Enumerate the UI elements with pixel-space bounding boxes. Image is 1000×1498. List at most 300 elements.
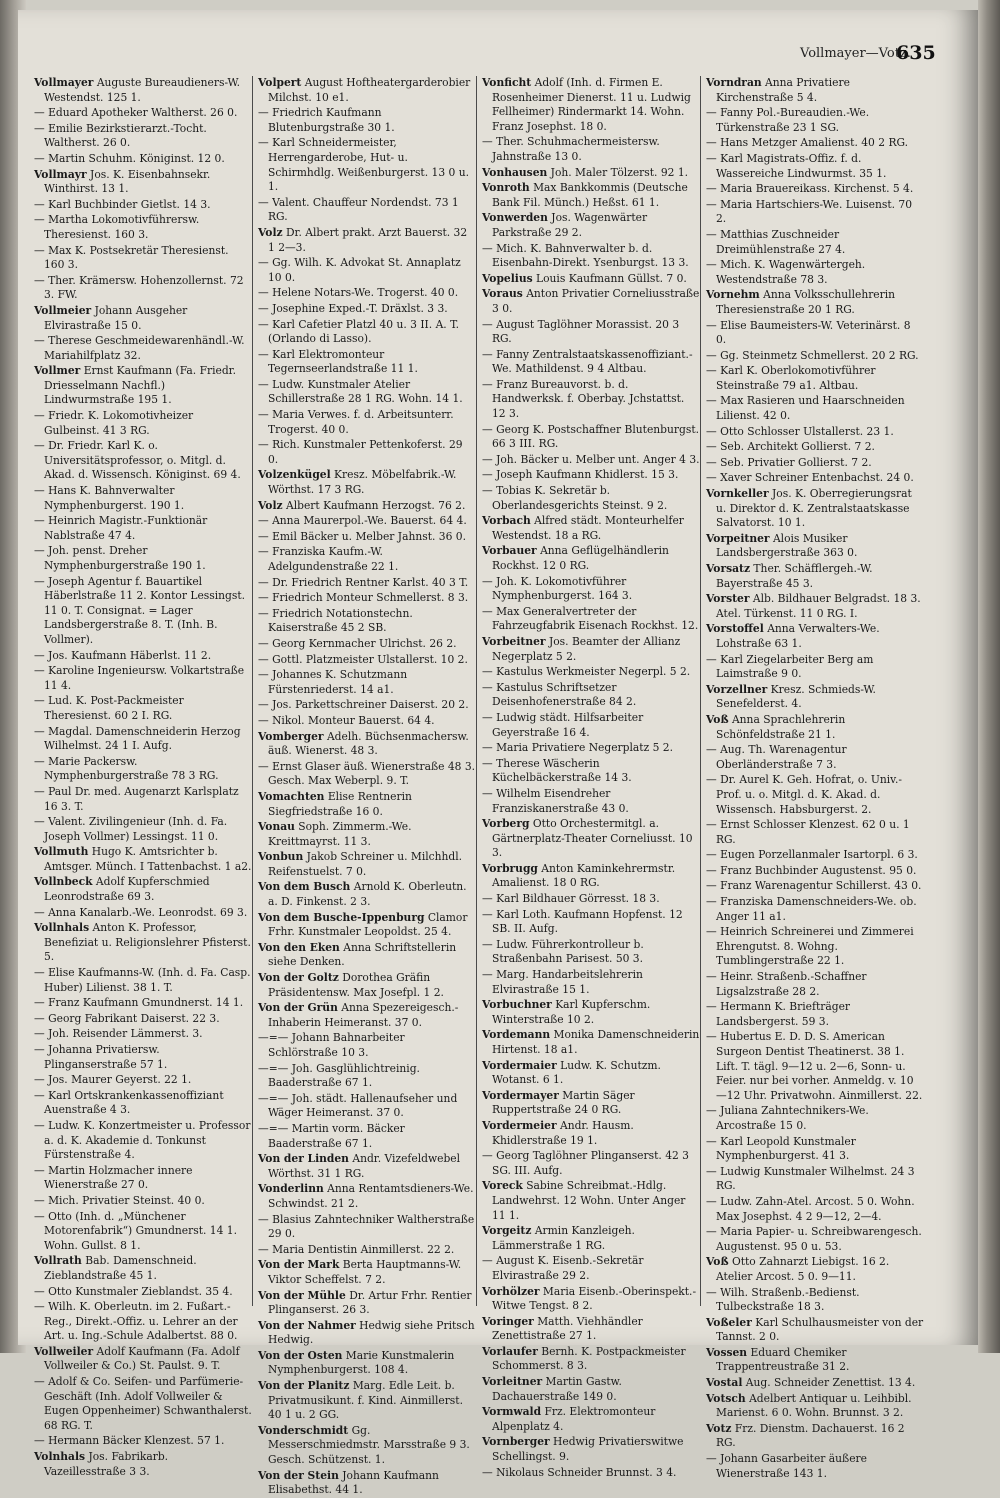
entry-surname: Vorberg [482, 817, 530, 831]
entry-text: Anton K. Professor, Benefiziat u. Religionslehrer Pfisterst. 5. [44, 921, 251, 964]
entry-surname: Vorbauer [482, 544, 537, 558]
entry-surname: Von der Mühle [258, 1288, 346, 1302]
directory-entry [706, 1195, 924, 1224]
entry-text: Anna Sprachlehrerin Schönfeldstraße 21 1. [716, 712, 846, 741]
entry-text: Frz. Dienstm. Dachauerst. 16 2 RG. [716, 1421, 905, 1450]
entry-text: Alb. Bildhauer Belgradst. 18 3. Atel. Türkenst. 11 0 RG. I. [716, 592, 921, 620]
entry-text: Adelh. Büchsenmachersw. äuß. Wienerst. 48 3. [268, 729, 469, 758]
entry-text: — Hermann Bäcker Klenzest. 57 1. [34, 1434, 225, 1448]
directory-entry [482, 998, 700, 1027]
directory-entry [706, 364, 924, 393]
directory-entry [258, 698, 476, 713]
column-1 [34, 76, 252, 1478]
directory-entry [706, 895, 924, 924]
entry-surname: Vorbrugg [482, 861, 538, 875]
directory-entry [482, 681, 700, 710]
entry-text: — Karoline Ingenieursw. Volkartstraße 11 4. [34, 664, 245, 692]
directory-entry [482, 544, 700, 573]
entry-text: — Seb. Privatier Gollierst. 7 2. [706, 455, 872, 469]
entry-text: Anna Geflügelhändlerin Rockhst. 12 0 RG. [492, 544, 669, 572]
entry-text: — Aug. Th. Warenagentur Oberländerstraße 7 3. [706, 743, 847, 771]
directory-entry [482, 318, 700, 347]
entry-text: — Maria Papier- u. Schreibwarengesch. Augustenst. 95 0 u. 53. [706, 1225, 922, 1253]
entry-text: — Dr. Friedrich Rentner Karlst. 40 3 T. [258, 575, 469, 589]
directory-entry [34, 906, 252, 921]
running-head: Vollmayer—Votz. [800, 46, 911, 61]
entry-text: — Hans K. Bahnverwalter Nymphenburgerst. 190 1. [34, 484, 185, 512]
directory-entry [258, 499, 476, 514]
directory-entry [34, 996, 252, 1011]
entry-surname: Vonbun [258, 850, 304, 864]
directory-entry [258, 880, 476, 909]
directory-entry [258, 1122, 476, 1151]
entry-text: — Maria Dentistin Ainmillerst. 22 2. [258, 1242, 455, 1256]
entry-text: — Franz Kaufmann Gmundnerst. 14 1. [34, 996, 244, 1010]
entry-text: Otto Zahnarzt Liebigst. 16 2. Atelier Arcost. 5 0. 9—11. [716, 1255, 890, 1283]
entry-text: — Mich. K. Bahnverwalter b. d. Eisenbahn-Direkt. Ysenburgst. 13 3. [482, 241, 689, 270]
entry-text: Berta Hauptmanns-W. Viktor Scheffelst. 7 2. [268, 1258, 462, 1286]
entry-text: — Elise Kaufmanns-W. (Inh. d. Fa. Casp. Huber) Lilienst. 38 1. T. [34, 966, 251, 994]
directory-entry [482, 1375, 700, 1404]
entry-text: — Marie Packersw. Nymphenburgerstraße 78 3 RG. [34, 754, 219, 783]
directory-entry [706, 713, 924, 742]
directory-entry [706, 228, 924, 257]
directory-entry [706, 532, 924, 561]
entry-text: Monika Damenschneiderin Hirtenst. 18 a1. [492, 1028, 700, 1056]
entry-text: — Ludw. Führerkontrolleur b. Straßenbahn Parisest. 50 3. [482, 937, 644, 966]
directory-entry [258, 106, 476, 135]
entry-text: Martin Säger Ruppertstraße 24 0 RG. [492, 1088, 635, 1117]
directory-entry [482, 135, 700, 164]
entry-text: — Emilie Bezirkstierarzt.-Tocht. Waltherst. 26 0. [34, 121, 207, 150]
entry-surname: Vorpeitner [706, 531, 770, 545]
entry-text: — Fanny Pol.-Bureaudien.-We. Türkenstraße 23 1 SG. [706, 106, 870, 134]
directory-entry [706, 198, 924, 227]
entry-text: — Valent. Zivilingenieur (Inh. d. Fa. Joseph Vollmer) Lessingst. 11 0. [34, 815, 228, 843]
entry-text: — Ernst Schlosser Klenzest. 62 0 u. 1 RG. [706, 818, 910, 846]
directory-entry [706, 288, 924, 317]
directory-entry [258, 136, 476, 194]
entry-text: — Magdal. Damenschneiderin Herzog Wilhelmst. 24 1 I. Aufg. [34, 724, 241, 753]
directory-entry [706, 1422, 924, 1451]
entry-text: — Heinrich Magistr.-Funktionär Nablstraße 47 4. [34, 514, 208, 542]
directory-entry [258, 714, 476, 729]
directory-entry [34, 1119, 252, 1163]
directory-entry [706, 864, 924, 879]
directory-entry [706, 879, 924, 894]
directory-entry [258, 302, 476, 317]
entry-surname: Vonhausen [482, 165, 548, 179]
entry-surname: Vollnhals [34, 921, 90, 935]
directory-entry [34, 122, 252, 151]
directory-entry [34, 1450, 252, 1479]
entry-text: — Johannes K. Schutzmann Fürstenriederst. 14 a1. [258, 668, 408, 696]
entry-text: — Ludwig städt. Hilfsarbeiter Geyerstraße 16 4. [482, 710, 644, 739]
page-edge [978, 0, 1000, 1353]
directory-entry [482, 287, 700, 316]
directory-entry [258, 318, 476, 347]
entry-surname: Vordermeier [482, 1118, 557, 1132]
entry-text: — Joseph Kaufmann Khidlerst. 15 3. [482, 468, 679, 482]
entry-text: Dr. Artur Frhr. Rentier Plinganserst. 26 3. [268, 1288, 472, 1317]
directory-entry [706, 1452, 924, 1481]
entry-surname: Vopelius [482, 271, 533, 285]
directory-entry [34, 815, 252, 844]
entry-text: Adolf (Inh. d. Firmen E. Rosenheimer Dienerst. 11 u. Ludwig Fellheimer) Rindermarkt 14. Wohn. Franz Josephst. 18 0. [492, 76, 691, 133]
entry-surname: Von dem Busche-Ippenburg [258, 910, 425, 924]
entry-text: Aug. Schneider Zenettist. 13 4. [742, 1376, 916, 1390]
entry-surname: Von der Goltz [258, 971, 339, 985]
directory-entry [482, 1405, 700, 1434]
entry-surname: Vollmayr [34, 167, 87, 181]
entry-text: — Ludwig Kunstmaler Wilhelmst. 24 3 RG. [706, 1164, 915, 1193]
directory-entry [706, 76, 924, 105]
entry-text: Alfred städt. Monteurhelfer Westendst. 18 a RG. [492, 514, 684, 542]
entry-surname: Volzenkügel [258, 468, 331, 482]
entry-text: — Gottl. Platzmeister Ulstallerst. 10 2. [258, 652, 468, 666]
directory-entry [258, 576, 476, 591]
directory-entry [258, 408, 476, 437]
directory-entry [258, 378, 476, 407]
entry-text: — Johanna Privatiersw. Plinganserstraße 57 1. [34, 1043, 168, 1071]
entry-text: Martin Gastw. Dachauerstraße 149 0. [492, 1375, 622, 1403]
entry-text: Ther. Schäfflergeh.-W. Bayerstraße 45 3. [716, 562, 873, 590]
directory-entry [258, 760, 476, 789]
directory-entry [482, 1285, 700, 1314]
directory-entry [482, 514, 700, 543]
entry-text: Max Bankkommis (Deutsche Bank Fil. Münch.) Heßst. 61 1. [492, 181, 688, 209]
entry-text: Anton Kaminkehrermstr. Amalienst. 18 0 RG. [492, 861, 676, 890]
entry-text: — Karl Cafetier Platzl 40 u. 3 II. A. T. (Orlando di Lasso). [258, 317, 460, 346]
directory-entry [706, 440, 924, 455]
entry-text: — Georg Kernmacher Ulrichst. 26 2. [258, 636, 457, 650]
directory-entry [482, 711, 700, 740]
entry-text: — Jos. Kaufmann Häberlst. 11 2. [34, 648, 212, 662]
directory-entry [706, 258, 924, 287]
directory-entry [706, 319, 924, 348]
entry-surname: Vollweiler [34, 1344, 94, 1358]
entry-text: — Franziska Kaufm.-W. Adelgundenstraße 22 1. [258, 545, 399, 573]
entry-text: — Xaver Schreiner Entenbachst. 24 0. [706, 471, 914, 485]
entry-text: — Fanny Zentralstaatskassenoffiziant.-We. Mathildenst. 9 4 Altbau. [482, 347, 693, 376]
directory-entry [482, 181, 700, 210]
directory-entry [34, 1345, 252, 1374]
directory-entry [482, 862, 700, 891]
entry-text: — Friedrich Notationstechn. Kaiserstraße 45 2 SB. [258, 606, 413, 635]
column-rule [476, 76, 477, 1306]
entry-text: — Karl Bildhauer Görresst. 18 3. [482, 892, 660, 906]
entry-text: — Anna Kanalarb.-We. Leonrodst. 69 3. [34, 905, 248, 919]
entry-text: — Gg. Steinmetz Schmellerst. 20 2 RG. [706, 348, 919, 362]
directory-entry [34, 785, 252, 814]
entry-text: — Franziska Damenschneiders-We. ob. Anger 11 a1. [706, 895, 917, 923]
directory-entry [482, 272, 700, 287]
entry-text: — Wilhelm Eisendreher Franziskanerstraße 43 0. [482, 786, 629, 815]
entry-surname: Vordermayer [482, 1088, 559, 1102]
directory-entry [482, 1089, 700, 1118]
directory-entry [258, 1182, 476, 1211]
entry-text: — Josephine Exped.-T. Dräxlst. 3 3. [258, 301, 448, 315]
directory-entry [482, 741, 700, 756]
entry-text: — Kastulus Werkmeister Negerpl. 5 2. [482, 665, 691, 679]
directory-entry [482, 1224, 700, 1253]
directory-entry [34, 274, 252, 303]
entry-surname: Vorbach [482, 514, 531, 528]
entry-text: Sabine Schreibmat.-Hdlg. Landwehrst. 12 Wohn. Unter Anger 11 1. [492, 1179, 686, 1222]
directory-entry [34, 1285, 252, 1300]
entry-surname: Vorbeitner [482, 634, 546, 648]
directory-entry [34, 1027, 252, 1042]
entry-text: Maria Eisenb.-Oberinspekt.-Witwe Tengst. 8 2. [492, 1284, 697, 1313]
directory-entry [258, 1319, 476, 1348]
entry-surname: Vorndran [706, 76, 762, 89]
entry-surname: Vonderschmidt [258, 1423, 349, 1437]
entry-text: — Maria Privatiere Negerplatz 5 2. [482, 741, 673, 755]
entry-surname: Volpert [258, 76, 302, 89]
directory-entry [482, 892, 700, 907]
entry-surname: Volz [258, 498, 283, 512]
entry-text: — Mich. K. Wagenwärtergeh. Westendstraße 78 3. [706, 258, 866, 286]
directory-entry [34, 106, 252, 121]
directory-entry [706, 394, 924, 423]
entry-text: — Adolf & Co. Seifen- und Parfümerie-Geschäft (Inh. Adolf Vollweiler & Eugen Oppenheimer) Schwanthalerst. 68 RG. T. [34, 1375, 252, 1432]
entry-text: — Eugen Porzellanmaler Isartorpl. 6 3. [706, 848, 918, 862]
directory-entry [258, 1379, 476, 1423]
entry-text: — Ludw. Kunstmaler Atelier Schillerstraße 28 1 RG. Wohn. 14 1. [258, 377, 463, 406]
directory-entry [706, 1316, 924, 1345]
entry-text: Johann Kaufmann Elisabethst. 44 1. [268, 1468, 439, 1497]
entry-text: Ernst Kaufmann (Fa. Friedr. Driesselmann Nachfl.) Lindwurmstraße 195 1. [44, 364, 237, 407]
directory-entry [258, 76, 476, 105]
entry-text: — Karl K. Oberlokomotivführer Steinstraße 79 a1. Altbau. [706, 364, 876, 392]
directory-entry [258, 286, 476, 301]
directory-entry [34, 694, 252, 723]
column-rule [252, 76, 253, 1306]
directory-entry [482, 242, 700, 271]
entry-text: — Franz Buchbinder Augustenst. 95 0. [706, 863, 917, 877]
directory-entry [258, 1424, 476, 1468]
entry-text: — Elise Baumeisters-W. Veterinärst. 8 0. [706, 318, 911, 347]
entry-surname: Votz [706, 1421, 732, 1435]
entry-text: — Joh. K. Lokomotivführer Nymphenburgerst. 164 3. [482, 574, 633, 603]
entry-surname: Vomberger [258, 729, 324, 743]
entry-text: — Karl Schneidermeister, Herrengarderobe, Hut- u. Schirmhdlg. Weißenburgerst. 13 0 u. 1. [258, 136, 469, 194]
entry-text: Andr. Vizefeldwebel Wörthst. 31 1 RG. [268, 1152, 461, 1180]
entry-text: — Johann Gasarbeiter äußere Wienerstraße 143 1. [706, 1452, 867, 1480]
entry-text: — Maria Hartschiers-We. Luisenst. 70 2. [706, 197, 913, 226]
directory-entry [34, 1194, 252, 1209]
entry-surname: Vordermaier [482, 1058, 557, 1072]
entry-text: — Martin Schuhm. Königinst. 12 0. [34, 151, 225, 165]
directory-entry [34, 364, 252, 408]
directory-entry [706, 1225, 924, 1254]
directory-entry [706, 970, 924, 999]
directory-entry [258, 653, 476, 668]
entry-surname: Vorlaufer [482, 1344, 538, 1358]
entry-text: Marg. Edle Leit. b. Privatmusikunt. f. Kind. Ainmillerst. 40 1 u. 2 GG. [268, 1379, 463, 1422]
directory-entry [258, 607, 476, 636]
directory-entry [34, 152, 252, 167]
entry-surname: Voß [706, 1255, 729, 1269]
entry-text: — Georg K. Postschaffner Blutenburgst. 66 3 III. RG. [482, 422, 700, 451]
entry-surname: Vollmer [34, 364, 81, 378]
entry-text: Adolf Kupferschmied Leonrodstraße 69 3. [44, 875, 210, 904]
entry-surname: Vornberger [482, 1435, 550, 1449]
directory-entry [482, 1149, 700, 1178]
entry-surname: Votsch [706, 1391, 746, 1405]
entry-text: Anton Privatier Corneliusstraße 3 0. [492, 287, 700, 315]
directory-entry [34, 334, 252, 363]
entry-surname: Vomachten [258, 789, 325, 803]
entry-text: — Max Rasieren und Haarschneiden Lilienst. 42 0. [706, 394, 905, 423]
directory-entry [258, 790, 476, 819]
entry-text: Anna Privatiere Kirchenstraße 5 4. [716, 76, 850, 104]
entry-surname: Vornehm [706, 288, 760, 302]
directory-entry [34, 1300, 252, 1344]
directory-entry [258, 1243, 476, 1258]
directory-entry [258, 591, 476, 606]
directory-entry [258, 226, 476, 255]
directory-entry [706, 1286, 924, 1315]
directory-entry [34, 168, 252, 197]
directory-entry [34, 1043, 252, 1072]
directory-entry [34, 755, 252, 784]
entry-surname: Voreck [482, 1179, 523, 1193]
directory-entry [482, 817, 700, 861]
entry-text: — Ther. Schuhmachermeistersw. Jahnstraße 13 0. [482, 135, 660, 163]
entry-text: Frz. Elektromonteur Alpenplatz 4. [492, 1405, 656, 1433]
entry-text: — Therese Geschmeidewarenhändl.-W. Mariahilfplatz 32. [34, 334, 245, 362]
entry-text: — Jos. Maurer Geyerst. 22 1. [34, 1073, 192, 1087]
directory-entry [258, 1001, 476, 1030]
directory-entry [706, 349, 924, 364]
directory-entry [706, 925, 924, 969]
entry-text: — Matthias Zuschneider Dreimühlenstraße 27 4. [706, 227, 846, 256]
entry-text: — Paul Dr. med. Augenarzt Karlsplatz 16 3. T. [34, 784, 239, 813]
entry-text: — Eduard Apotheker Waltherst. 26 0. [34, 106, 238, 120]
entry-text: — Franz Warenagentur Schillerst. 43 0. [706, 879, 922, 893]
entry-text: — Joseph Agentur f. Bauartikel Häberlstraße 11 2. Kontor Lessingst. 11 0. T. Consignat. = Lager Landsbergerstraße 8. T. (Inh. B. Vollmer). [34, 574, 246, 646]
directory-entry [258, 1062, 476, 1091]
directory-entry [34, 1164, 252, 1193]
entry-text: Clamor Frhr. Kunstmaler Leopoldst. 25 4. [268, 910, 468, 939]
directory-entry [706, 487, 924, 531]
entry-text: — Joh. penst. Dreher Nymphenburgerstraße 190 1. [34, 544, 206, 572]
entry-surname: Voßeler [706, 1315, 752, 1329]
directory-entry [482, 605, 700, 634]
entry-text: — Maria Brauereikass. Kirchenst. 5 4. [706, 182, 914, 196]
directory-entry [34, 1012, 252, 1027]
directory-entry [482, 1179, 700, 1223]
entry-text: Karl Kupferschm. Winterstraße 10 2. [492, 998, 651, 1026]
entry-text: Bernh. K. Postpackmeister Schommerst. 8 3. [492, 1344, 686, 1373]
entry-text: — Martha Lokomotivführersw. Theresienst. 160 3. [34, 213, 200, 241]
entry-text: — August Taglöhner Morassist. 20 3 RG. [482, 317, 680, 346]
entry-text: — Wilh. Straßenb.-Bedienst. Tulbeckstraße 18 3. [706, 1285, 860, 1314]
entry-surname: Vordemann [482, 1028, 551, 1042]
directory-entry [482, 468, 700, 483]
directory-entry [482, 211, 700, 240]
entry-surname: Vossen [706, 1345, 748, 1359]
directory-entry [706, 1030, 924, 1103]
entry-text: — Seb. Architekt Gollierst. 7 2. [706, 440, 875, 454]
directory-entry [706, 848, 924, 863]
entry-surname: Volz [258, 225, 283, 239]
directory-entry [258, 545, 476, 574]
directory-entry [706, 1346, 924, 1375]
directory-entry [34, 1375, 252, 1433]
entry-text: — Franz Bureauvorst. b. d. Handwerksk. f. Oberbay. Jchstattst. 12 3. [482, 377, 685, 421]
entry-surname: Von dem Busch [258, 880, 351, 894]
entry-surname: Vonwerden [482, 211, 548, 225]
entry-text: Adolf Kaufmann (Fa. Adolf Vollweiler & Co.) St. Paulst. 9. T. [44, 1344, 240, 1373]
directory-entry [706, 425, 924, 440]
entry-surname: Von der Nahmer [258, 1318, 356, 1332]
entry-text: Otto Orchestermitgl. a. Gärtnerplatz-Theater Corneliusst. 10 3. [492, 817, 693, 860]
directory-entry [706, 1392, 924, 1421]
entry-text: Anna Spezereigesch.-Inhaberin Heimeranst. 37 0. [268, 1001, 459, 1029]
entry-text: — Tobias K. Sekretär b. Oberlandesgerichts Steinst. 9 2. [482, 484, 668, 512]
entry-text: — Lud. K. Post-Packmeister Theresienst. 60 2 I. RG. [34, 694, 184, 722]
directory-entry [482, 1254, 700, 1283]
directory-entry [482, 1466, 700, 1481]
entry-text: — Karl Ziegelarbeiter Berg am Laimstraße 9 0. [706, 652, 874, 681]
entry-text: — Friedrich Kaufmann Blutenburgstraße 30 1. [258, 106, 395, 134]
directory-entry [482, 635, 700, 664]
directory-entry [706, 1255, 924, 1284]
directory-entry [706, 743, 924, 772]
directory-entry [706, 456, 924, 471]
directory-entry [34, 76, 252, 105]
entry-text: — Nikolaus Schneider Brunnst. 3 4. [482, 1465, 677, 1479]
entry-text: — Dr. Friedr. Karl K. o. Universitätsprofessor, o. Mitgl. d. Akad. d. Wissensch. Königinst. 69 4. [34, 439, 241, 482]
entry-text: Adelbert Antiquar u. Leihbibl. Marienst. 6 0. Wohn. Brunnst. 3 2. [716, 1391, 912, 1420]
directory-entry [482, 76, 700, 134]
entry-text: — Anna Maurerpol.-We. Bauerst. 64 4. [258, 514, 467, 528]
directory-entry [482, 166, 700, 181]
entry-text: — August K. Eisenb.-Sekretär Elvirastraße 29 2. [482, 1254, 644, 1282]
directory-entry [34, 1254, 252, 1283]
directory-entry [34, 1089, 252, 1118]
entry-text: Jos. Beamter der Allianz Negerplatz 5 2. [492, 634, 681, 663]
entry-text: — Max K. Postsekretär Theresienst. 160 3. [34, 243, 229, 272]
entry-text: Dr. Albert prakt. Arzt Bauerst. 32 1 2—3. [268, 225, 468, 254]
directory-entry [258, 1092, 476, 1121]
entry-text: — Hubertus E. D. D. S. American Surgeon Dentist Theatinerst. 38 1. Lift. T. tägl. 9—12 u. 2—6, Sonn- u. Feier. nur bei vorher. Anmeldg. v. 10—12 Uhr. Privatwohn. Ainmillerst. 22. [706, 1030, 923, 1102]
directory-entry [258, 971, 476, 1000]
entry-text: —=— Johann Bahnarbeiter Schlörstraße 10 3. [258, 1031, 405, 1059]
directory-entry [258, 530, 476, 545]
entry-text: Anna Volksschullehrerin Theresienstraße 20 1 RG. [716, 288, 896, 316]
entry-text: — Marg. Handarbeitslehrerin Elvirastraße 15 1. [482, 968, 643, 996]
directory-entry [706, 818, 924, 847]
directory-entry [706, 1000, 924, 1029]
directory-entry [706, 592, 924, 621]
entry-surname: Vollmayer [34, 76, 94, 89]
entry-text: — Gg. Wilh. K. Advokat St. Annaplatz 10 0. [258, 256, 461, 284]
directory-entry [482, 665, 700, 680]
entry-text: Gg. Messerschmiedmstr. Marsstraße 9 3. Gesch. Schützenst. 1. [268, 1423, 470, 1467]
entry-text: — Ludw. Zahn-Atel. Arcost. 5 0. Wohn. Max Josephst. 4 2 9—12, 2—4. [706, 1194, 915, 1223]
entry-text: Jos. K. Oberregierungsrat u. Direktor d. K. Zentralstaatskasse Salvatorst. 10 1. [716, 487, 912, 530]
entry-surname: Vornkeller [706, 487, 769, 501]
directory-entry [34, 484, 252, 513]
directory-entry [34, 198, 252, 213]
directory-entry [482, 908, 700, 937]
column-rule [700, 76, 701, 1306]
entry-text: — Karl Ortskrankenkassenoffiziant Auenstraße 4 3. [34, 1088, 224, 1117]
entry-surname: Vorstoffel [706, 622, 764, 636]
